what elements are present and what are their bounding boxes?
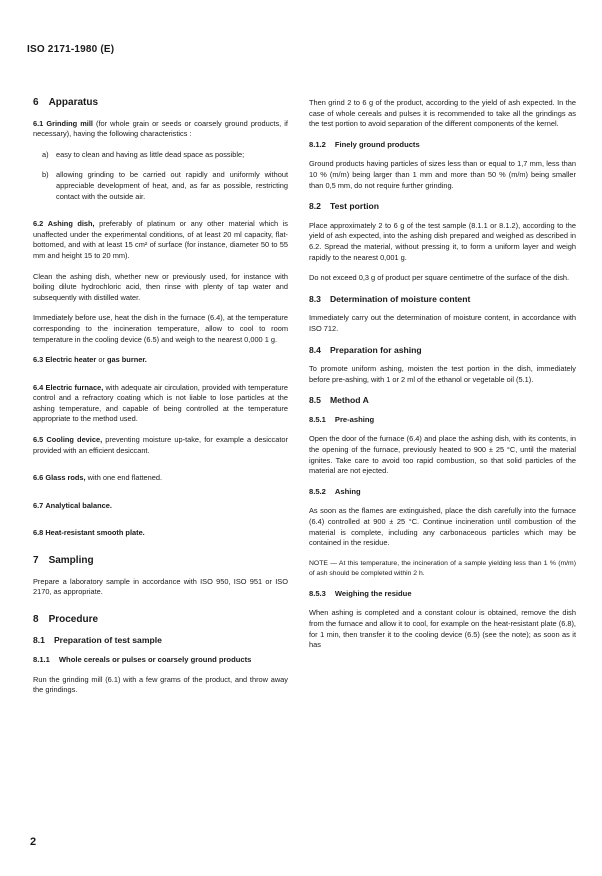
clause-6-5: 6.5 Cooling device, preventing moisture up-take, for example a desiccator provided with an efficient desiccant. xyxy=(33,435,288,455)
clause-8-5-3-heading: 8.5.3 Weighing the residue xyxy=(309,588,412,598)
clause-8-5-2-heading: 8.5.2 Ashing xyxy=(309,486,361,496)
clause-8-5-1-text: Open the door of the furnace (6.4) and place the ashing dish, with its contents, in the opening of the furnace, previously heated to 900 ± 25 °C, until the material ignites. Take care to avoid too rapid combustion, so that solid particles of the material are not ejected. xyxy=(309,434,576,476)
clause-8-2-heading: 8.2 Test portion xyxy=(309,201,379,212)
section-7-heading: 7 Sampling xyxy=(33,555,94,567)
clause-8-1-1-continuation: Then grind 2 to 6 g of the product, according to the yield of ash expected. In the case of whole cereals and pulses it is recommended to take all the grindings as the test portion to avoid separation of the different components of the kernel. xyxy=(309,98,576,129)
clause-6-8: 6.8 Heat-resistant smooth plate. xyxy=(33,528,145,538)
left-column xyxy=(33,98,288,706)
section-6-heading: 6 Apparatus xyxy=(33,97,99,108)
clause-8-3-text: Immediately carry out the determination of moisture content, in accordance with ISO 712. xyxy=(309,313,576,333)
clause-8-4-heading: 8.4 Preparation for ashing xyxy=(309,344,422,355)
clause-8-5-2-text: As soon as the flames are extinguished, place the dish carefully into the furnace (6.4) controlled at 900 ± 25 °C. Continue incineration until combustion of the material is complete, including any carbonaceous particles which may be contained in the residue. xyxy=(309,506,576,548)
clause-6-1: 6.1 Grinding mill (for whole grain or seeds or coarsely ground products, if necessary), having the following characteristics : xyxy=(33,118,288,139)
note: NOTE — At this temperature, the incineration of a sample yielding less than 1 % (m/m) of ash should be completed within 2 h. xyxy=(309,559,576,577)
clause-6-7: 6.7 Analytical balance. xyxy=(33,500,112,510)
clause-8-3-heading: 8.3 Determination of moisture content xyxy=(309,293,471,304)
clause-6-2: 6.2 Ashing dish, preferably of platinum or any other material which is unaffected under the experimental conditions, of at least 20 ml capacity, flat-bottomed, and with at least 15 cm² of surface (for instance, diameter 50 to 55 mm and height 15 to 20 mm). xyxy=(33,219,288,260)
section-8-heading: 8 Procedure xyxy=(33,613,99,625)
clause-8-5-1-heading: 8.5.1 Pre-ashing xyxy=(309,414,375,424)
clause-8-4-text: To promote uniform ashing, moisten the test portion in the dish, immediately before pre-ashing, with 1 or 2 ml of the ethanol or vegetable oil (5.1). xyxy=(309,364,576,384)
clause-8-1-heading: 8.1 Preparation of test sample xyxy=(33,635,162,646)
clause-8-1-2-heading: 8.1.2 Finely ground products xyxy=(309,139,420,149)
clause-6-1-a: a) easy to clean and having as little dead space as possible; xyxy=(42,149,245,159)
clause-8-1-2-text: Ground products having particles of sizes less than or equal to 1,7 mm, less than 10 % (m/m) being larger than 1 mm and more than 50 % (m/m) being smaller than 0,5 mm, do not require further grinding. xyxy=(309,159,576,190)
clause-6-3: 6.3 Electric heater or gas burner. xyxy=(33,355,147,365)
clause-8-5-3-text: When ashing is completed and a constant colour is obtained, remove the dish from the furnace and allow it to cool, for example on the heat-resistant plate (6.8), for 1 min, then transfer it to the cooling device (6.5) (see the note); as soon as it has xyxy=(309,608,576,650)
clause-6-2-para-3: Immediately before use, heat the dish in the furnace (6.4), at the temperature corresponding to the incineration temperature, allow to cool to room temperature in the cooling device (6.5) and weigh to the nearest 0,000 1 g. xyxy=(33,313,288,344)
clause-6-2-para-2: Clean the ashing dish, whether new or previously used, for instance with boiling dilute hydrochloric acid, then rinse with plenty of tap water and subsequently with distilled water. xyxy=(33,271,288,302)
clause-7-text: Prepare a laboratory sample in accordance with ISO 950, ISO 951 or ISO 2170, as appropriate. xyxy=(33,576,288,597)
clause-6-1-b: b) allowing grinding to be carried out rapidly and uniformly without appreciable development of heat, and, as far as possible, restricting contact with the outside air. xyxy=(42,170,288,201)
clause-8-2-para-1: Place approximately 2 to 6 g of the test sample (8.1.1 or 8.1.2), according to the yield of ash expected, into the ashing dish prepared and weighed as described in 6.2. Spread the material, without pressing it, to form a uniform layer and weigh rapidly to the nearest 0,001 g. xyxy=(309,220,576,262)
clause-8-2-para-2: Do not exceed 0,3 g of product per square centimetre of the surface of the dish. xyxy=(309,273,570,283)
clause-6-6: 6.6 Glass rods, with one end flattened. xyxy=(33,473,163,483)
clause-8-1-1-heading: 8.1.1 Whole cereals or pulses or coarsely ground products xyxy=(33,655,252,664)
clause-8-5-heading: 8.5 Method A xyxy=(309,395,369,406)
page-number: 2 xyxy=(30,836,37,848)
clause-8-1-1-text: Run the grinding mill (6.1) with a few grams of the product, and throw away the grindings. xyxy=(33,674,288,695)
running-header: ISO 2171-1980 (E) xyxy=(27,44,115,55)
right-column xyxy=(309,98,576,661)
clause-6-4: 6.4 Electric furnace, with adequate air circulation, provided with temperature control and a refractory coating which is not liable to lose particles at the ashing temperature, and capable of being controlled at the temperature appropriate to the method used. xyxy=(33,382,288,424)
